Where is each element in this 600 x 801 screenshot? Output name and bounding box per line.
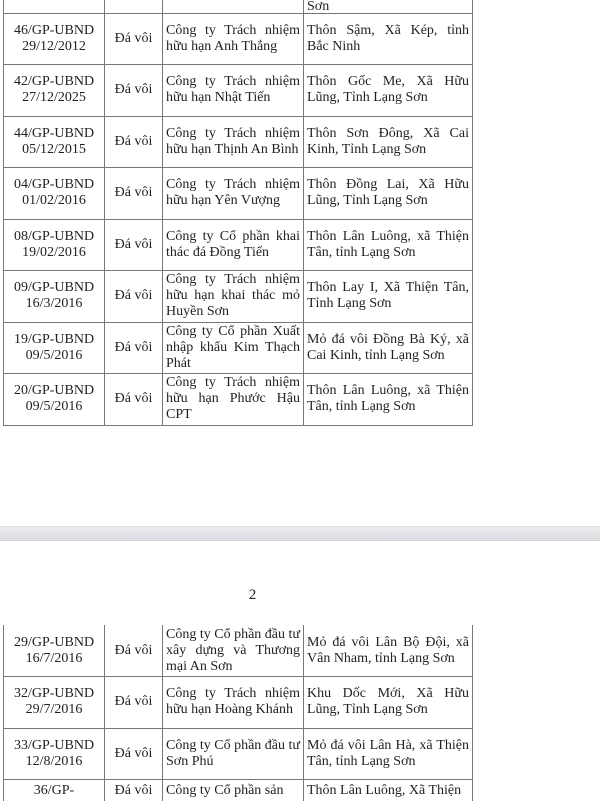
company-cell: Công ty Cổ phần khai thác đá Đồng Tiến: [163, 219, 304, 271]
mineral-cell: Đá vôi: [105, 271, 163, 323]
permit-cell: [4, 625, 105, 677]
table-row: [4, 625, 473, 677]
table-row-partial: [4, 0, 473, 13]
permit-date: 27/12/2025: [22, 90, 86, 106]
company-cell: [163, 0, 304, 13]
permit-number: 20/GP-UBND: [13, 383, 95, 399]
table-row: [4, 219, 473, 271]
permit-number: 44/GP-UBND: [13, 125, 95, 141]
company-cell: Công ty Cổ phần Xuất nhập khẩu Kim Thạch Phát: [163, 322, 304, 374]
permit-date: 05/12/2015: [22, 141, 86, 157]
permit-cell: [4, 168, 105, 220]
table-row: [4, 65, 473, 117]
company-cell: Công ty Trách nhiệm hữu hạn Yên Vượng: [163, 168, 304, 220]
mineral-cell: Đá vôi: [105, 13, 163, 65]
permit-cell: [4, 13, 105, 65]
table-row: [4, 168, 473, 220]
mineral-cell: Đá vôi: [105, 728, 163, 780]
permit-cell: [4, 0, 105, 13]
location-cell: Thôn Sậm, Xã Kép, tỉnh Bắc Ninh: [304, 13, 473, 65]
location-cell: Thôn Lay I, Xã Thiện Tân, Tỉnh Lạng Sơn: [304, 271, 473, 323]
location-cell: Thôn Sơn Đông, Xã Cai Kinh, Tỉnh Lạng Sơn: [304, 116, 473, 168]
location-cell: Khu Dốc Mới, Xã Hữu Lũng, Tỉnh Lạng Sơn: [304, 677, 473, 729]
company-cell: Công ty Cổ phần đầu tư Sơn Phú: [163, 728, 304, 780]
permit-date: 16/7/2016: [25, 650, 83, 666]
company-cell: Công ty Trách nhiệm hữu hạn Anh Thắng: [163, 13, 304, 65]
permit-date: 12/8/2016: [25, 753, 83, 769]
permit-cell: [4, 116, 105, 168]
permit-number: 46/GP-UBND: [13, 22, 95, 38]
location-cell: Sơn: [304, 0, 473, 13]
location-cell: Thôn Gốc Me, Xã Hữu Lũng, Tỉnh Lạng Sơn: [304, 65, 473, 117]
table-row: [4, 116, 473, 168]
permit-date: 19/02/2016: [22, 244, 86, 260]
mineral-cell: Đá vôi: [105, 374, 163, 426]
permit-date: 09/5/2016: [25, 399, 83, 415]
permit-number: 08/GP-UBND: [13, 228, 95, 244]
mineral-cell: Đá vôi: [105, 780, 163, 801]
mineral-cell: Đá vôi: [105, 219, 163, 271]
location-cell: Thôn Đồng Lai, Xã Hữu Lũng, Tỉnh Lạng Sơn: [304, 168, 473, 220]
permit-cell: [4, 65, 105, 117]
company-cell: Công ty Cổ phần đầu tư xây dựng và Thương mại An Sơn: [163, 625, 304, 677]
mineral-cell: Đá vôi: [105, 677, 163, 729]
table-row: [4, 677, 473, 729]
permit-number: 29/GP-UBND: [13, 634, 95, 650]
permit-cell: [4, 374, 105, 426]
company-cell: Công ty Trách nhiệm hữu hạn khai thác mỏ Huyền Sơn: [163, 271, 304, 323]
mining-permit-table-page-1: [3, 0, 473, 426]
location-cell: Mỏ đá vôi Lân Hà, xã Thiện Tân, tỉnh Lạng Sơn: [304, 728, 473, 780]
permit-date: 09/5/2016: [25, 347, 83, 363]
mineral-cell: Đá vôi: [105, 116, 163, 168]
permit-number: 42/GP-UBND: [13, 74, 95, 90]
permit-number: 09/GP-UBND: [13, 280, 95, 296]
location-cell: Thôn Lân Luông, xã Thiện Tân, tỉnh Lạng Sơn: [304, 219, 473, 271]
company-cell: Công ty Trách nhiệm hữu hạn Thịnh An Bình: [163, 116, 304, 168]
permit-date: 01/02/2016: [22, 193, 86, 209]
permit-date: 29/12/2012: [22, 38, 86, 54]
table-row: [4, 322, 473, 374]
permit-cell: [4, 322, 105, 374]
company-cell: Công ty Trách nhiệm hữu hạn Nhật Tiến: [163, 65, 304, 117]
table-row: [4, 728, 473, 780]
location-cell: Thôn Lân Luông, xã Thiện Tân, tỉnh Lạng Sơn: [304, 374, 473, 426]
company-cell: Công ty Cổ phần sản: [163, 780, 304, 801]
page-number: 2: [248, 587, 257, 603]
permit-number: 19/GP-UBND: [13, 331, 95, 347]
permit-number: 36/GP-: [33, 783, 75, 798]
location-cell: Mỏ đá vôi Lân Bộ Đội, xã Vân Nham, tỉnh Lạng Sơn: [304, 625, 473, 677]
table-row: [4, 374, 473, 426]
mineral-cell: Đá vôi: [105, 168, 163, 220]
permit-cell: [4, 271, 105, 323]
mining-permit-table-page-2: [3, 625, 473, 801]
permit-cell: [4, 219, 105, 271]
table-row: [4, 780, 473, 801]
permit-date: 16/3/2016: [25, 296, 83, 312]
permit-cell: [4, 677, 105, 729]
location-cell: Thôn Lân Luông, Xã Thiện: [304, 780, 473, 801]
permit-number: 32/GP-UBND: [13, 686, 95, 702]
company-cell: Công ty Trách nhiệm hữu hạn Phước Hậu CPT: [163, 374, 304, 426]
table-row: [4, 271, 473, 323]
permit-number: 04/GP-UBND: [13, 177, 95, 193]
mineral-cell: [105, 0, 163, 13]
mineral-cell: Đá vôi: [105, 322, 163, 374]
company-cell: Công ty Trách nhiệm hữu hạn Hoàng Khánh: [163, 677, 304, 729]
location-cell: Mỏ đá vôi Đồng Bà Ký, xã Cai Kinh, tỉnh Lạng Sơn: [304, 322, 473, 374]
permit-cell: [4, 728, 105, 780]
permit-date: 29/7/2016: [25, 702, 83, 718]
mineral-cell: Đá vôi: [105, 625, 163, 677]
mineral-cell: Đá vôi: [105, 65, 163, 117]
table-row: [4, 13, 473, 65]
permit-cell: [4, 780, 105, 801]
permit-number: 33/GP-UBND: [13, 737, 95, 753]
page-separator: [0, 526, 600, 541]
